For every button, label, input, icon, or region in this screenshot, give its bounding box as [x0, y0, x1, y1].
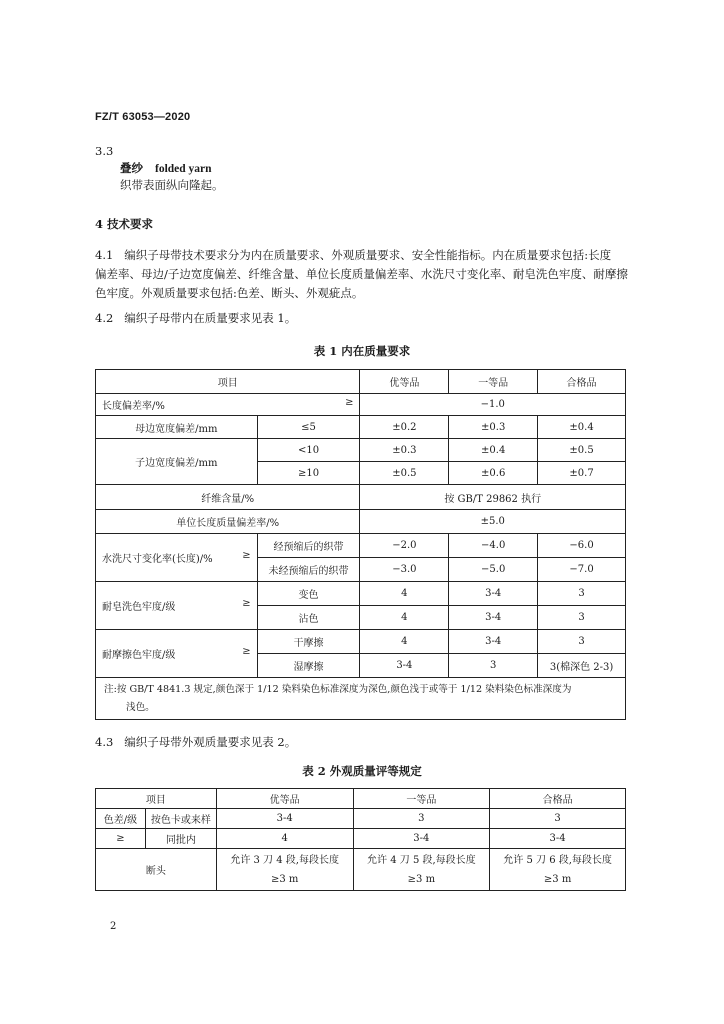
table-row [96, 829, 626, 849]
cell-value: 3 [449, 654, 538, 678]
header-grade-1: 优等品 [360, 370, 449, 394]
cell-condition: 同批内 [145, 829, 216, 849]
cell-condition: <10 [257, 439, 360, 462]
table-1-caption: 表 1 内在质量要求 [313, 344, 411, 358]
row-label: 色差/级 [96, 809, 146, 829]
cell-value: 3(棉深色 2-3) [538, 654, 626, 678]
row-symbol: ≥ [242, 646, 251, 657]
table-1 [95, 369, 626, 720]
row-label: 断头 [96, 849, 217, 891]
cell-value: −2.0 [360, 534, 449, 558]
cell-value: ±0.2 [360, 416, 449, 439]
cell-condition: 变色 [257, 582, 360, 606]
cell-value: ±0.4 [449, 439, 538, 462]
row-label-text: 耐摩擦色牢度/级 [102, 650, 176, 661]
header-grade-2: 一等品 [353, 789, 490, 809]
cell-value: ±0.5 [360, 462, 449, 485]
table-row [96, 439, 626, 462]
table-row [96, 582, 626, 606]
row-symbol: ≥ [96, 829, 146, 849]
cell-value: ±5.0 [360, 510, 626, 534]
cell-value: 允许 3 刀 4 段,每段长度 ≥3 m [216, 849, 353, 891]
row-label: 单位长度质量偏差率/% [96, 510, 360, 534]
para-number: 4.1 [95, 248, 114, 262]
section-number: 3.3 [95, 144, 114, 158]
cell-value: 允许 5 刀 6 段,每段长度 ≥3 m [490, 849, 626, 891]
cell-value: 4 [216, 829, 353, 849]
table-note-row [96, 678, 626, 720]
cell-value: 3 [538, 606, 626, 630]
header-item: 项目 [96, 789, 217, 809]
cell-value: 3 [353, 809, 490, 829]
row-label-text: 耐皂洗色牢度/级 [102, 602, 176, 613]
cell-value: 3-4 [216, 809, 353, 829]
term-definition: 织带表面纵向隆起。 [120, 178, 224, 192]
header-grade-3: 合格品 [490, 789, 626, 809]
table-row [96, 510, 626, 534]
para-number: 4.2 [95, 311, 114, 325]
cell-value: 3-4 [449, 630, 538, 654]
table-2-caption: 表 2 外观质量评等规定 [302, 764, 422, 778]
cell-value: 3-4 [353, 829, 490, 849]
row-label: 母边宽度偏差/mm [96, 416, 258, 439]
paragraph-4-1 [95, 246, 635, 303]
table-2 [95, 788, 626, 891]
cell-value: −5.0 [449, 558, 538, 582]
row-label [96, 582, 258, 630]
cell-value: 3 [490, 809, 626, 829]
table-note: 注:按 GB/T 4841.3 规定,颜色深于 1/12 染料染色标准深度为深色,颜色浅于或等于 1/12 染料染色标准深度为 浅色。 [96, 678, 626, 720]
cell-value: 3-4 [449, 606, 538, 630]
table-header-row [96, 789, 626, 809]
table-row [96, 849, 626, 891]
cell-value: −4.0 [449, 534, 538, 558]
cell-condition: 未经预缩后的织带 [257, 558, 360, 582]
header-grade-1: 优等品 [216, 789, 353, 809]
cell-value: 4 [360, 630, 449, 654]
cell-value: ±0.3 [449, 416, 538, 439]
row-symbol: ≥ [242, 598, 251, 609]
term-english: folded yarn [155, 163, 212, 175]
cell-value: 按 GB/T 29862 执行 [360, 485, 626, 510]
cell-value: 允许 4 刀 5 段,每段长度 ≥3 m [353, 849, 490, 891]
table-row [96, 416, 626, 439]
cell-value: 4 [360, 582, 449, 606]
row-label: 子边宽度偏差/mm [96, 439, 258, 485]
header-item: 项目 [96, 370, 360, 394]
header-grade-3: 合格品 [538, 370, 626, 394]
cell-condition: 经预缩后的织带 [257, 534, 360, 558]
cell-value: ±0.5 [538, 439, 626, 462]
para-line: 偏差率、母边/子边宽度偏差、纤维含量、单位长度质量偏差率、水洗尺寸变化率、耐皂洗色牢度、耐摩擦 [95, 267, 628, 281]
cell-condition: ≤5 [257, 416, 360, 439]
cell-value: −6.0 [538, 534, 626, 558]
cell-value: ±0.7 [538, 462, 626, 485]
cell-value: ±0.3 [360, 439, 449, 462]
cell-value: 3 [538, 582, 626, 606]
cell-condition: 湿摩擦 [257, 654, 360, 678]
table-row [96, 630, 626, 654]
cell-value: 3 [538, 630, 626, 654]
section-title: 4 技术要求 [95, 217, 154, 231]
row-label: 纤维含量/% [96, 485, 360, 510]
cell-value: ±0.6 [449, 462, 538, 485]
table-row [96, 534, 626, 558]
paragraph-4-2 [95, 309, 296, 328]
table-header-row [96, 370, 626, 394]
header-grade-2: 一等品 [449, 370, 538, 394]
cell-value: ±0.4 [538, 416, 626, 439]
table-row [96, 485, 626, 510]
cell-condition: 沾色 [257, 606, 360, 630]
para-text: 编织子母带外观质量要求见表 2。 [124, 735, 297, 749]
row-label [96, 534, 258, 582]
cell-value: −7.0 [538, 558, 626, 582]
para-text: 编织子母带内在质量要求见表 1。 [124, 311, 297, 325]
cell-value: 4 [360, 606, 449, 630]
page-number: 2 [110, 921, 117, 932]
cell-value: 3-4 [449, 582, 538, 606]
cell-value: −1.0 [360, 394, 626, 416]
para-number: 4.3 [95, 735, 114, 749]
cell-condition: 按色卡或来样 [145, 809, 216, 829]
cell-condition: ≥10 [257, 462, 360, 485]
row-label-text: 水洗尺寸变化率(长度)/% [102, 554, 213, 565]
cell-value: 3-4 [490, 829, 626, 849]
row-symbol: ≥ [242, 550, 251, 561]
cell-value: −3.0 [360, 558, 449, 582]
cell-value: 3-4 [360, 654, 449, 678]
table-row [96, 809, 626, 829]
paragraph-4-3 [95, 733, 296, 752]
row-label [96, 630, 258, 678]
row-label: 长度偏差率/% ≥ [96, 394, 360, 416]
para-line: 色牢度。外观质量要求包括:色差、断头、外观疵点。 [95, 286, 364, 300]
para-line: 编织子母带技术要求分为内在质量要求、外观质量要求、安全性能指标。内在质量要求包括:长度 [124, 248, 612, 262]
cell-condition: 干摩擦 [257, 630, 360, 654]
document-code: FZ/T 63053—2020 [95, 111, 191, 123]
table-row [96, 394, 626, 416]
term-chinese: 叠纱 [120, 161, 143, 175]
